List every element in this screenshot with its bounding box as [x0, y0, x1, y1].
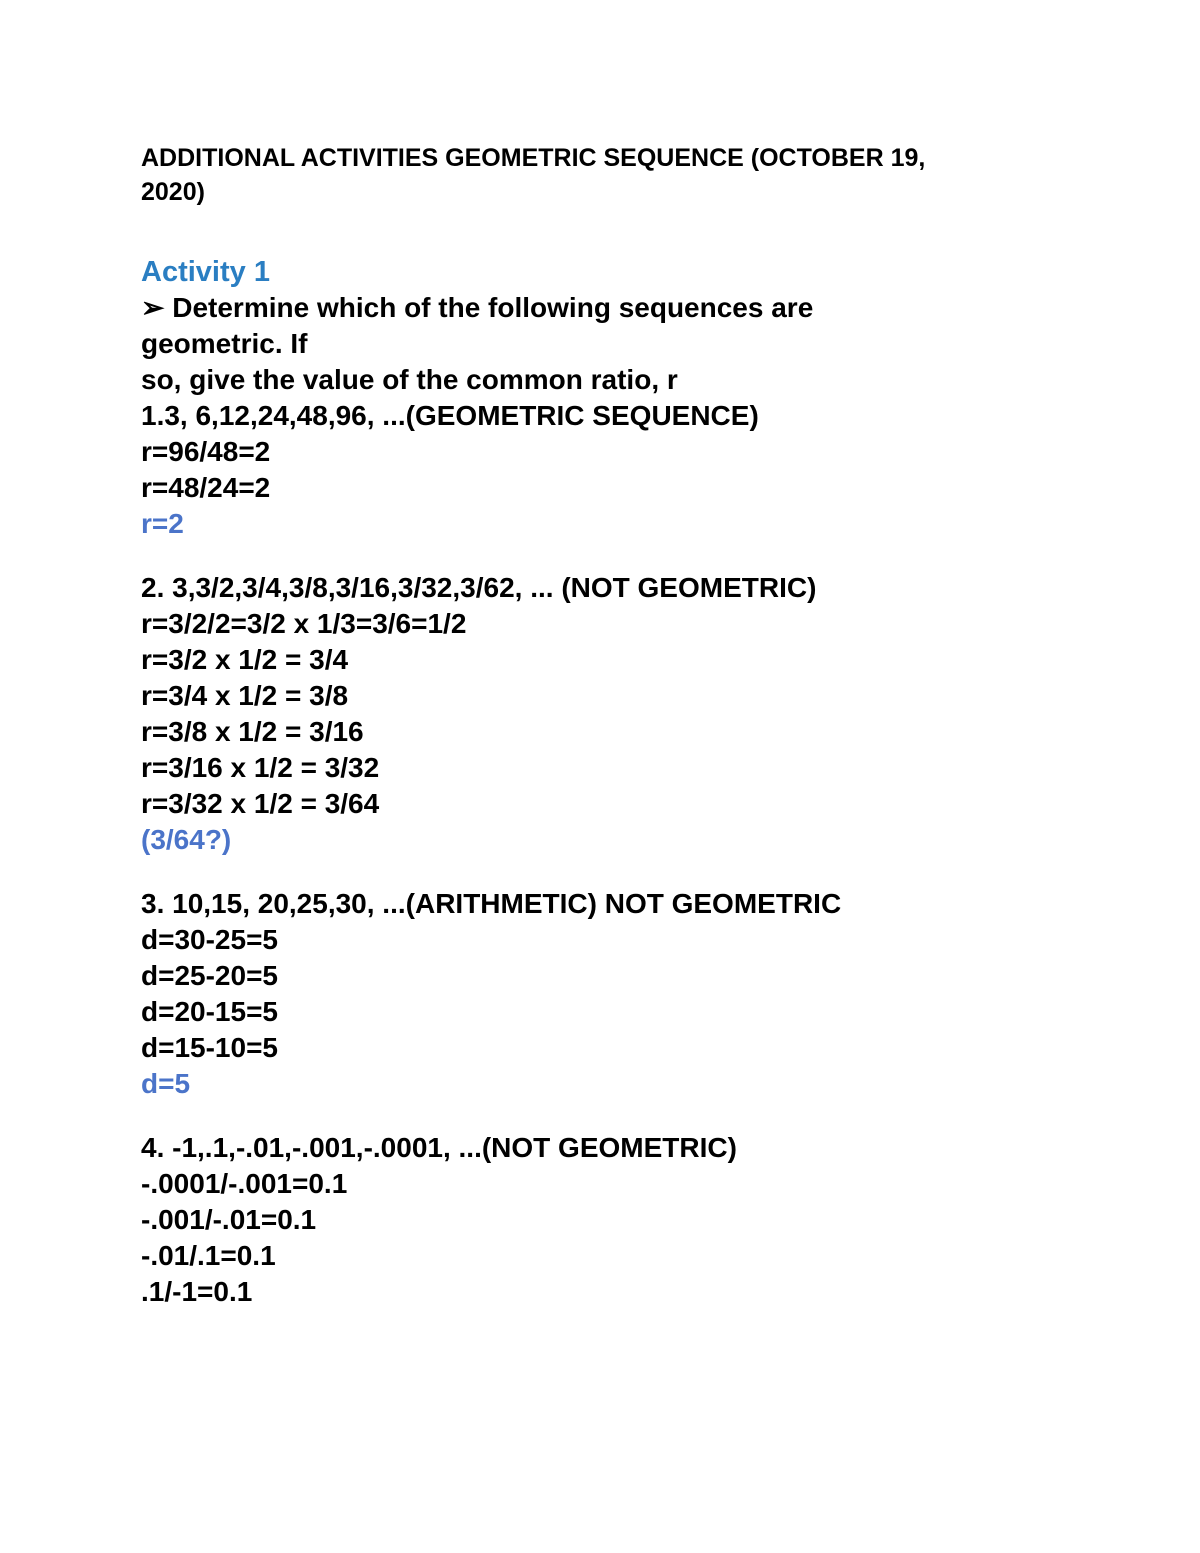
instruction-line: ➢ Determine which of the following sequences are	[141, 292, 814, 323]
item-2-step: r=3/16 x 1/2 = 3/32	[141, 752, 380, 783]
activity-heading: Activity 1	[141, 256, 270, 288]
item-2	[141, 570, 1061, 858]
item-4-step: -.0001/-.001=0.1	[141, 1168, 348, 1199]
item-3-step: d=25-20=5	[141, 960, 278, 991]
instruction-line: geometric. If	[141, 328, 308, 359]
item-4-step: -.01/.1=0.1	[141, 1240, 276, 1271]
item-3-answer: d=5	[141, 1068, 191, 1099]
item-3	[141, 886, 1061, 1102]
item-3-step: d=30-25=5	[141, 924, 278, 955]
item-3-step: d=15-10=5	[141, 1032, 278, 1063]
title-line-2: 2020)	[141, 178, 205, 206]
item-1-answer: r=2	[141, 508, 184, 539]
item-4-step: -.001/-.01=0.1	[141, 1204, 317, 1235]
instruction-line: so, give the value of the common ratio, r	[141, 364, 678, 395]
item-2-step: r=3/2 x 1/2 = 3/4	[141, 644, 349, 675]
item-1	[141, 398, 1061, 542]
item-2-answer: (3/64?)	[141, 824, 232, 855]
item-2-step: r=3/4 x 1/2 = 3/8	[141, 680, 349, 711]
title-line-1: ADDITIONAL ACTIVITIES GEOMETRIC SEQUENCE (OCTOBER 19,	[141, 144, 926, 172]
item-4	[141, 1130, 1061, 1310]
item-3-sequence: 3. 10,15, 20,25,30, ...(ARITHMETIC) NOT GEOMETRIC	[141, 888, 842, 919]
item-2-step: r=3/8 x 1/2 = 3/16	[141, 716, 364, 747]
document-title	[141, 141, 1061, 209]
instructions	[141, 290, 1061, 398]
item-2-step: r=3/32 x 1/2 = 3/64	[141, 788, 380, 819]
item-1-sequence: 1.3, 6,12,24,48,96, ...(GEOMETRIC SEQUENCE)	[141, 400, 759, 431]
item-2-sequence: 2. 3,3/2,3/4,3/8,3/16,3/32,3/62, ... (NOT GEOMETRIC)	[141, 572, 817, 603]
item-1-step: r=96/48=2	[141, 436, 271, 467]
document-page	[141, 141, 1061, 1310]
item-3-step: d=20-15=5	[141, 996, 278, 1027]
item-2-step: r=3/2/2=3/2 x 1/3=3/6=1/2	[141, 608, 467, 639]
item-1-step: r=48/24=2	[141, 472, 271, 503]
item-4-sequence: 4. -1,.1,-.01,-.001,-.0001, ...(NOT GEOMETRIC)	[141, 1132, 737, 1163]
item-4-step: .1/-1=0.1	[141, 1276, 253, 1307]
